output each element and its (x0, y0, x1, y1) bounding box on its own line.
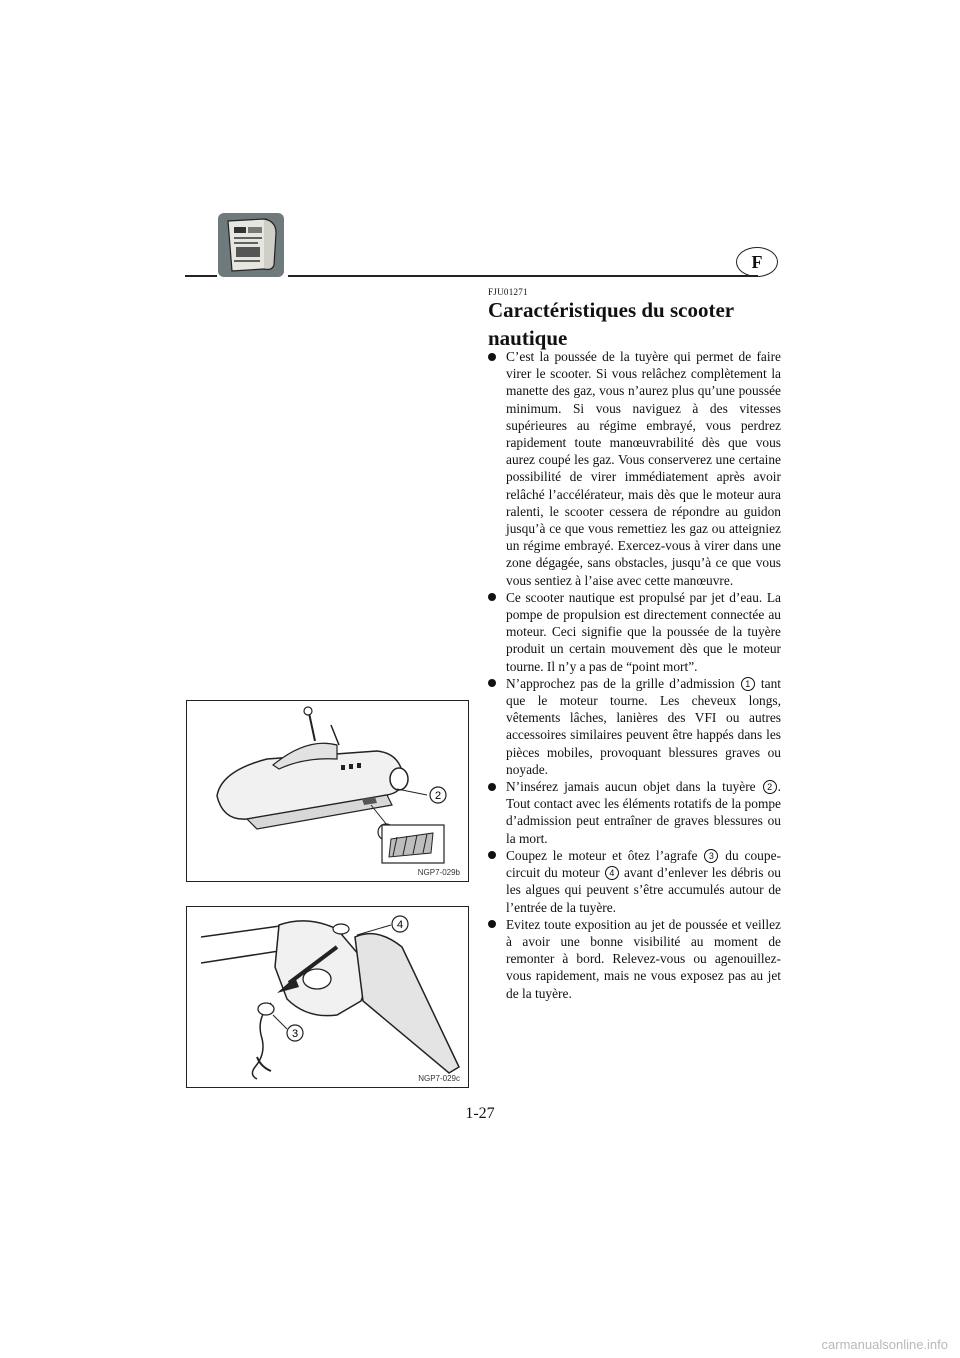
bullet-item: C’est la poussée de la tuyère qui permet de faire virer le scooter. Si vous relâchez complètement la manette des gaz, vous n’aurez plus qu’une poussée minimum. Si vous naviguez à des vitesses supérieures au régime embrayé, vous perdrez rapidement toute manœuvrabilité dès que vous aurez coupé les gaz. Vous conserverez une certaine possibilité de virer immédiatement après avoir relâché l’accélérateur, mais dès que le moteur aura ralenti, le scooter cessera de répondre au guidon jusqu’à ce que vous remettiez les gaz ou atteigniez un régime embrayé. Exercez-vous à virer dans une zone dégagée, sans obstacles, jusqu’à ce que vous vous sentiez à l’aise avec cette manœuvre. (488, 348, 781, 589)
callout-2: 2 (434, 790, 442, 802)
callout-ref: 1 (741, 677, 755, 691)
bullet-list (488, 348, 781, 1002)
bullet-icon (488, 851, 496, 859)
callout-ref: 2 (763, 780, 777, 794)
bullet-icon (488, 593, 496, 601)
header-rule-left (185, 275, 217, 277)
section-title: Caractéristiques du scooter nautique (488, 298, 734, 350)
callout-4: 4 (396, 919, 404, 931)
reference-code: FJU01271 (488, 287, 528, 297)
figure-engine-stop-switch (186, 906, 469, 1088)
bullet-item: Ce scooter nautique est propulsé par jet d’eau. La pompe de propulsion est directement connectée au moteur. Ceci signifie que la poussée de la tuyère produit un certain mouvement dès que le moteur tourne. Il n’y a pas de “point mort”. (488, 589, 781, 675)
bullet-item: Evitez toute exposition au jet de poussée et veillez à avoir une bonne visibilité au moment de remonter à bord. Relevez-vous ou agenouillez-vous rapidement, mais ne vous exposez pas au jet de la tuyère. (488, 916, 781, 1002)
header-rule-right (288, 275, 758, 277)
bullet-icon (488, 679, 496, 687)
language-badge: F (736, 247, 778, 277)
figure-code: NGP7-029b (417, 868, 460, 877)
manual-book-icon (218, 213, 284, 277)
page-number: 1-27 (465, 1105, 495, 1122)
figure-jet-ski (186, 700, 469, 882)
bullet-icon (488, 920, 496, 928)
callout-ref: 3 (704, 849, 718, 863)
watermark-link[interactable]: carmanualsonline.info (821, 1337, 948, 1352)
callout-ref: 4 (605, 866, 619, 880)
bullet-icon (488, 353, 496, 361)
figure-code: NGP7-029c (418, 1074, 460, 1083)
bullet-icon (488, 783, 496, 791)
bullet-item: Coupez le moteur et ôtez l’agrafe 3 du coupe-circuit du moteur 4 avant d’enlever les débris ou les algues qui peuvent s’être accumulés autour de l’entrée de la tuyère. (488, 847, 781, 916)
bullet-item: N’approchez pas de la grille d’admission 1 tant que le moteur tourne. Les cheveux longs, vêtements lâches, lanières des VFI ou autres accessoires similaires peuvent être happés dans les pièces mobiles, provoquant blessures graves ou noyade. (488, 675, 781, 778)
bullet-item: N’insérez jamais aucun objet dans la tuyère 2 . Tout contact avec les éléments rotatifs de la pompe d’admission peut entraîner de graves blessures ou la mort. (488, 778, 781, 847)
callout-3: 3 (291, 1028, 299, 1040)
